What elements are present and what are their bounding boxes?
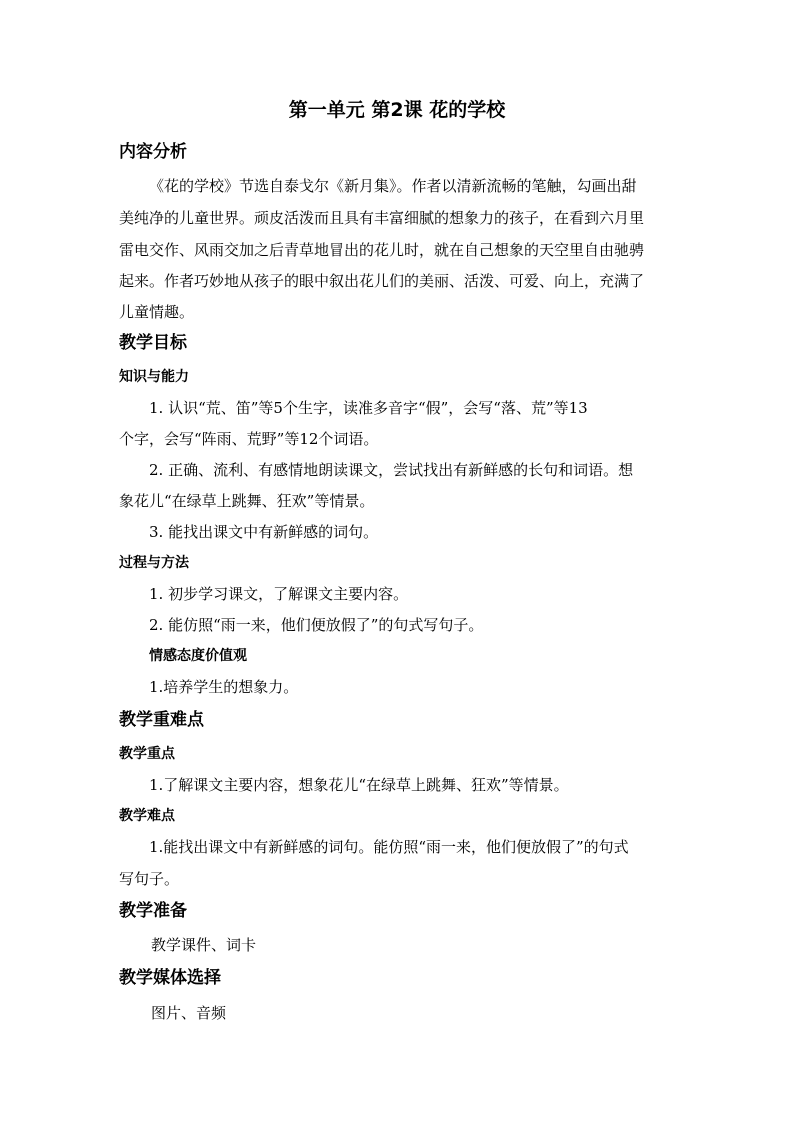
focus-line-1: 1.了解课文主要内容，想象花儿“在绿草上跳舞、狂欢”等情景。: [149, 776, 569, 794]
section-heading-teaching-goals: 教学目标: [119, 333, 187, 353]
process-line-2: 2. 能仿照“雨一来，他们便放假了”的句式写句子。: [149, 616, 484, 634]
subheading-process: 过程与方法: [119, 555, 189, 571]
analysis-line-4: 起来。作者巧妙地从孩子的眼中叙出花儿们的美丽、活泼、可爱、向上，充满了: [119, 272, 645, 290]
section-heading-preparation: 教学准备: [119, 901, 187, 921]
process-line-1: 1. 初步学习课文，了解课文主要内容。: [149, 585, 409, 603]
lesson-title: 第一单元 第2课 花的学校: [288, 99, 506, 121]
preparation-text: 教学课件、词卡: [151, 936, 257, 954]
analysis-line-5: 儿童情趣。: [119, 303, 195, 321]
section-heading-content-analysis: 内容分析: [119, 142, 187, 162]
knowledge-line-4: 象花儿“在绿草上跳舞、狂欢”等情景。: [119, 492, 375, 510]
section-heading-key-points: 教学重难点: [119, 710, 204, 730]
analysis-line-2: 美纯净的儿童世界。顽皮活泼而且具有丰富细腻的想象力的孩子，在看到六月里: [119, 209, 645, 227]
subheading-emotion: 情感态度价值观: [149, 648, 247, 664]
knowledge-line-5: 3. 能找出课文中有新鲜感的词句。: [149, 523, 379, 541]
knowledge-line-3: 2. 正确、流利、有感情地朗读课文，尝试找出有新鲜感的长句和词语。想: [149, 461, 634, 479]
difficulty-line-1: 1.能找出课文中有新鲜感的词句。能仿照“雨一来，他们便放假了”的句式: [149, 838, 629, 856]
knowledge-line-1: 1. 认识“荒、笛”等5个生字，读准多音字“假”，会写“落、荒”等13: [149, 399, 588, 417]
subheading-focus: 教学重点: [119, 746, 175, 762]
knowledge-line-2: 个字，会写“阵雨、荒野”等12个词语。: [119, 430, 379, 448]
subheading-knowledge: 知识与能力: [119, 369, 189, 385]
analysis-line-3: 雷电交作、风雨交加之后青草地冒出的花儿时，就在自己想象的天空里自由驰骋: [119, 241, 645, 259]
difficulty-line-2: 写句子。: [119, 870, 180, 888]
analysis-line-1: 《花的学校》节选自泰戈尔《新月集》。作者以清新流畅的笔触，勾画出甜: [149, 177, 637, 195]
section-heading-media: 教学媒体选择: [119, 968, 221, 988]
emotion-line-1: 1.培养学生的想象力。: [149, 678, 299, 696]
subheading-difficulty: 教学难点: [119, 808, 175, 824]
media-text: 图片、音频: [151, 1004, 227, 1022]
